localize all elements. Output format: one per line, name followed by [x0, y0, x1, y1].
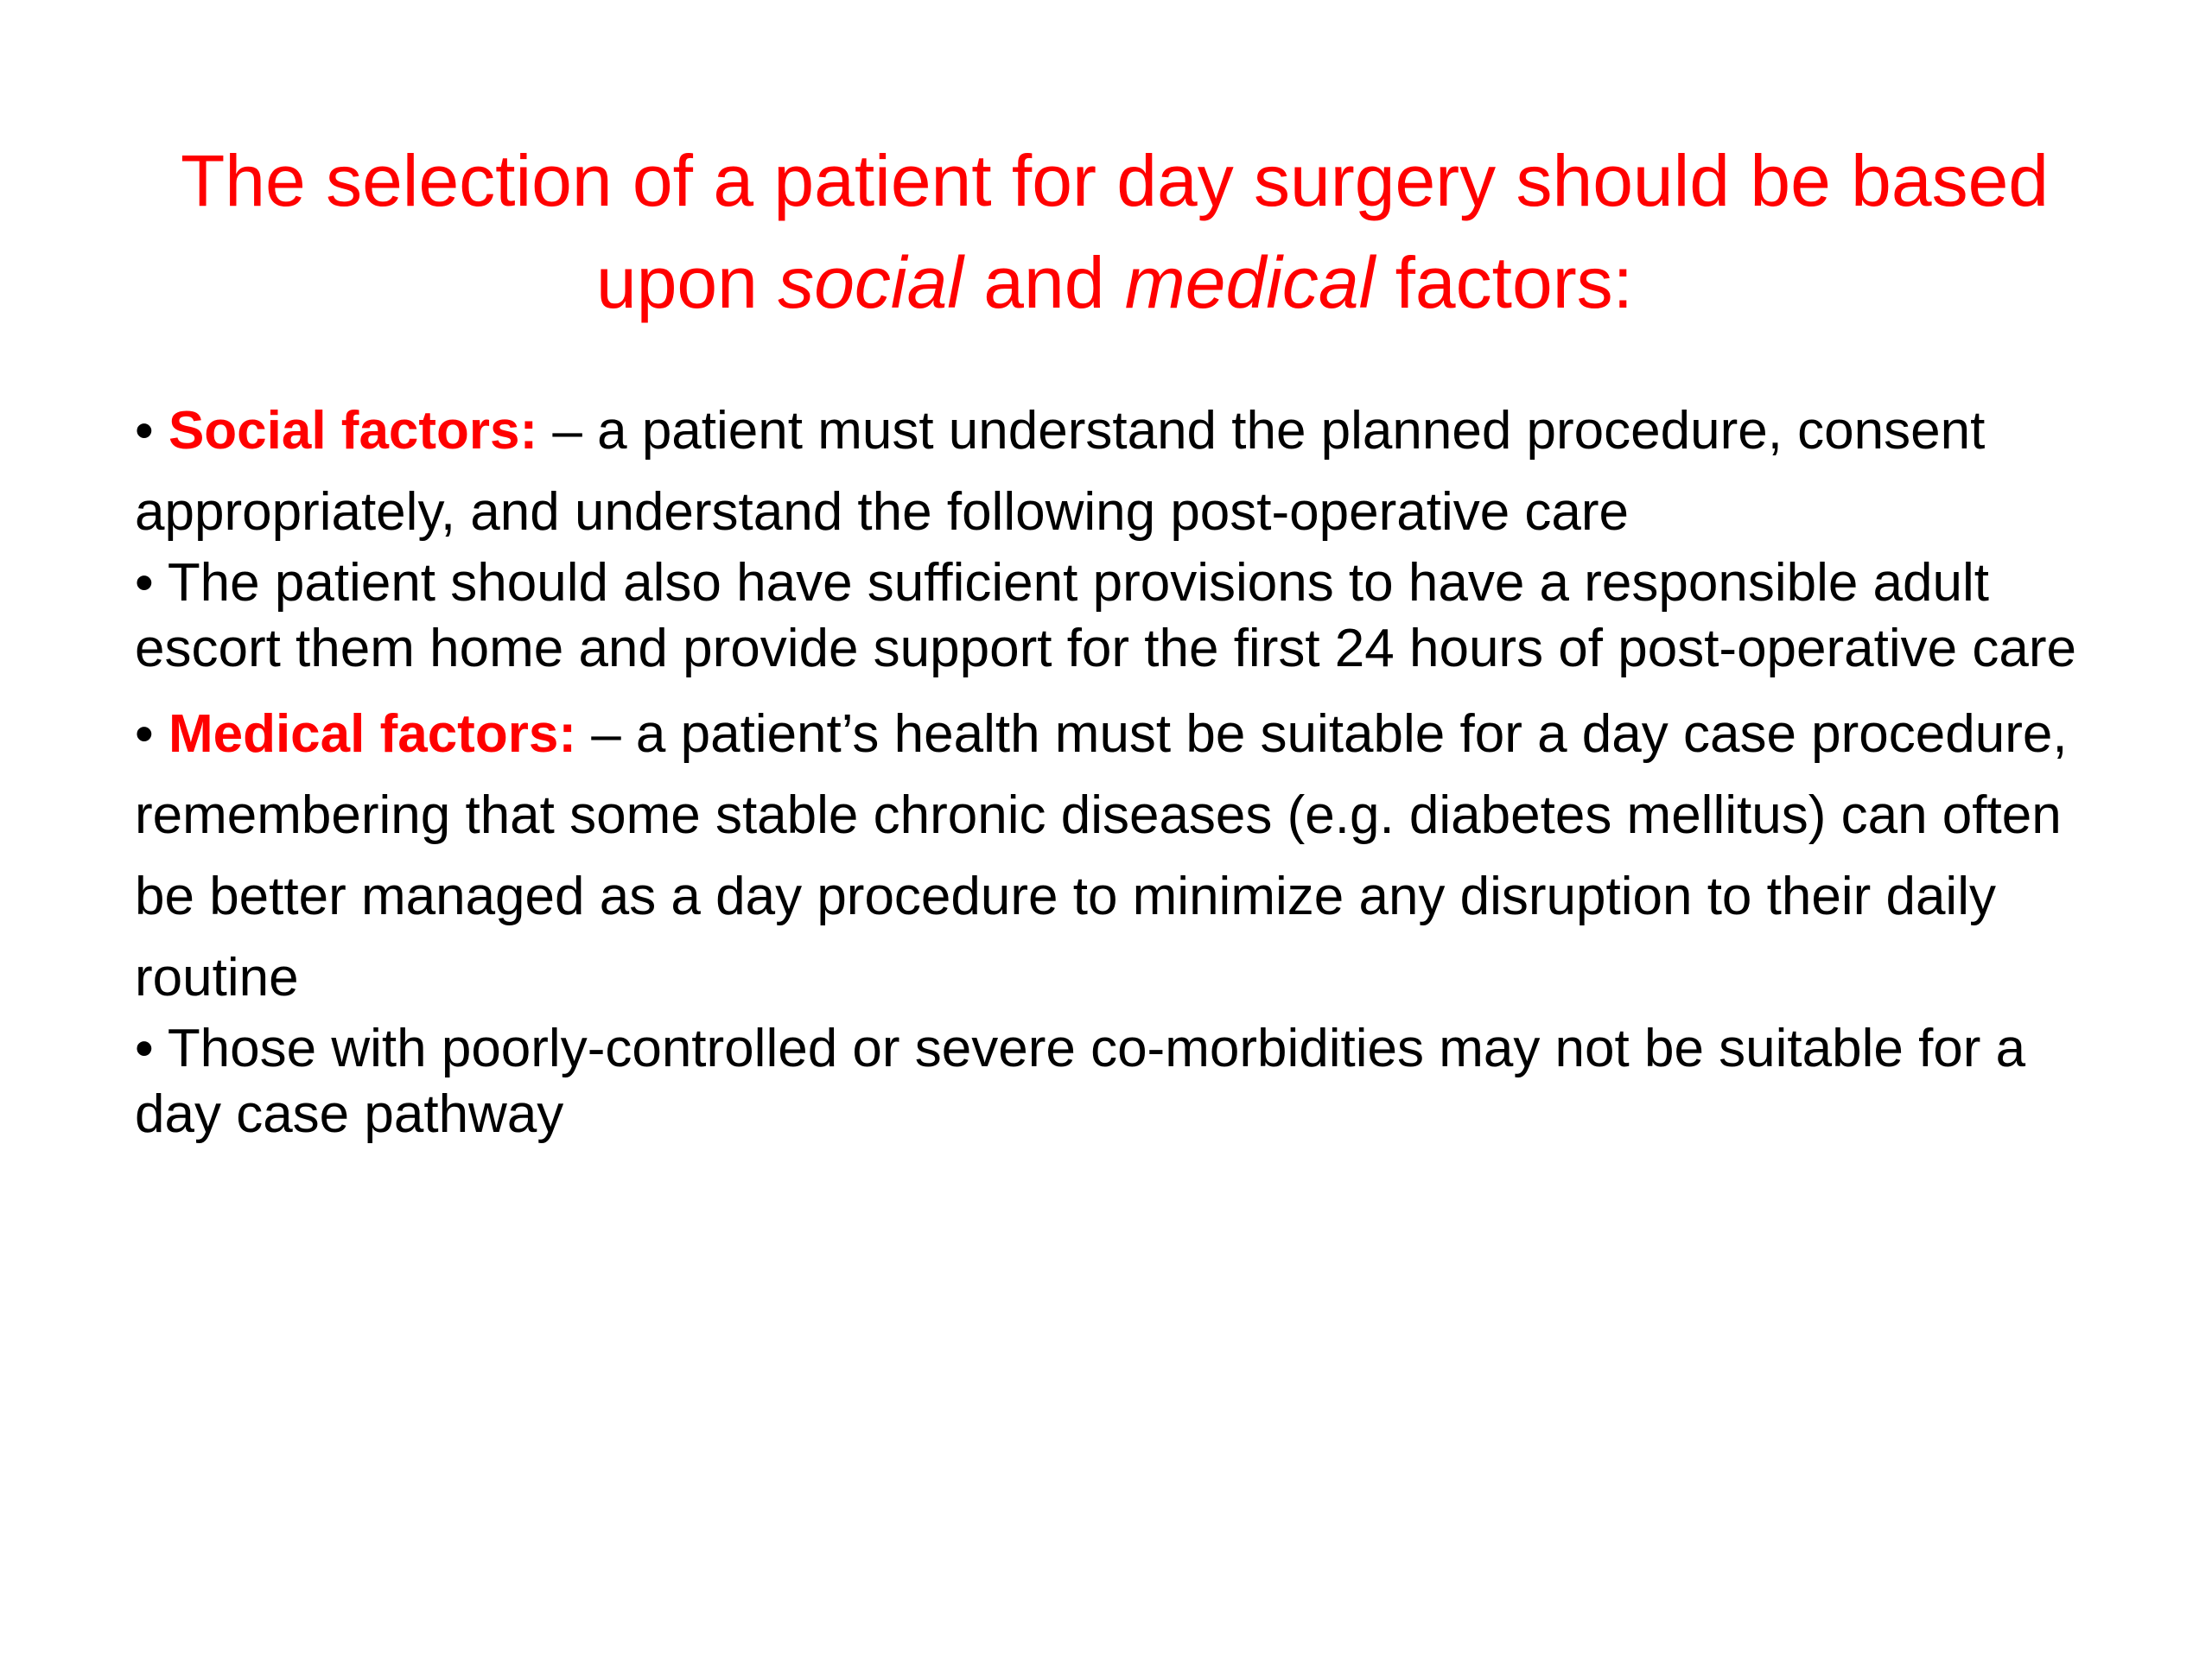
bullet-social-factors: [135, 391, 2088, 553]
social-factors-text: – a patient must understand the planned procedure, consent appropriately, and understand the following post-operative care: [135, 401, 1986, 542]
medical-factors-label: Medical factors:: [168, 704, 576, 764]
bullet-medical-factors: [135, 694, 2088, 1019]
title-text-2: and: [963, 242, 1125, 323]
title-italic-social: social: [778, 242, 963, 323]
bullet-comorbidities: [135, 1016, 2088, 1147]
bullet-marker: •: [135, 704, 168, 764]
medical-factors-text: – a patient’s health must be suitable for a day case procedure, remembering that some stable chronic diseases (e.g. diabetes mellitus) can often be better managed as a day procedure to minimize any disruption to their daily routine: [135, 704, 2068, 1007]
comorbidities-text: Those with poorly-controlled or severe co-morbidities may not be suitable for a day case pathway: [135, 1019, 2026, 1144]
title-italic-medical: medical: [1124, 242, 1376, 323]
bullet-marker: •: [135, 401, 168, 461]
social-factors-label: Social factors:: [168, 401, 538, 461]
title-text-3: factors:: [1375, 242, 1634, 323]
bullet-marker: •: [135, 553, 168, 613]
slide-body: [135, 391, 2088, 1160]
bullet-marker: •: [135, 1019, 168, 1078]
slide-title: [173, 130, 2056, 334]
title-text-1: The selection of a patient for day surgery should be based upon: [180, 140, 2049, 323]
bullet-escort: [135, 550, 2088, 682]
escort-text: The patient should also have sufficient provisions to have a responsible adult escort them home and provide support for the first 24 hours of post-operative care: [135, 553, 2076, 678]
